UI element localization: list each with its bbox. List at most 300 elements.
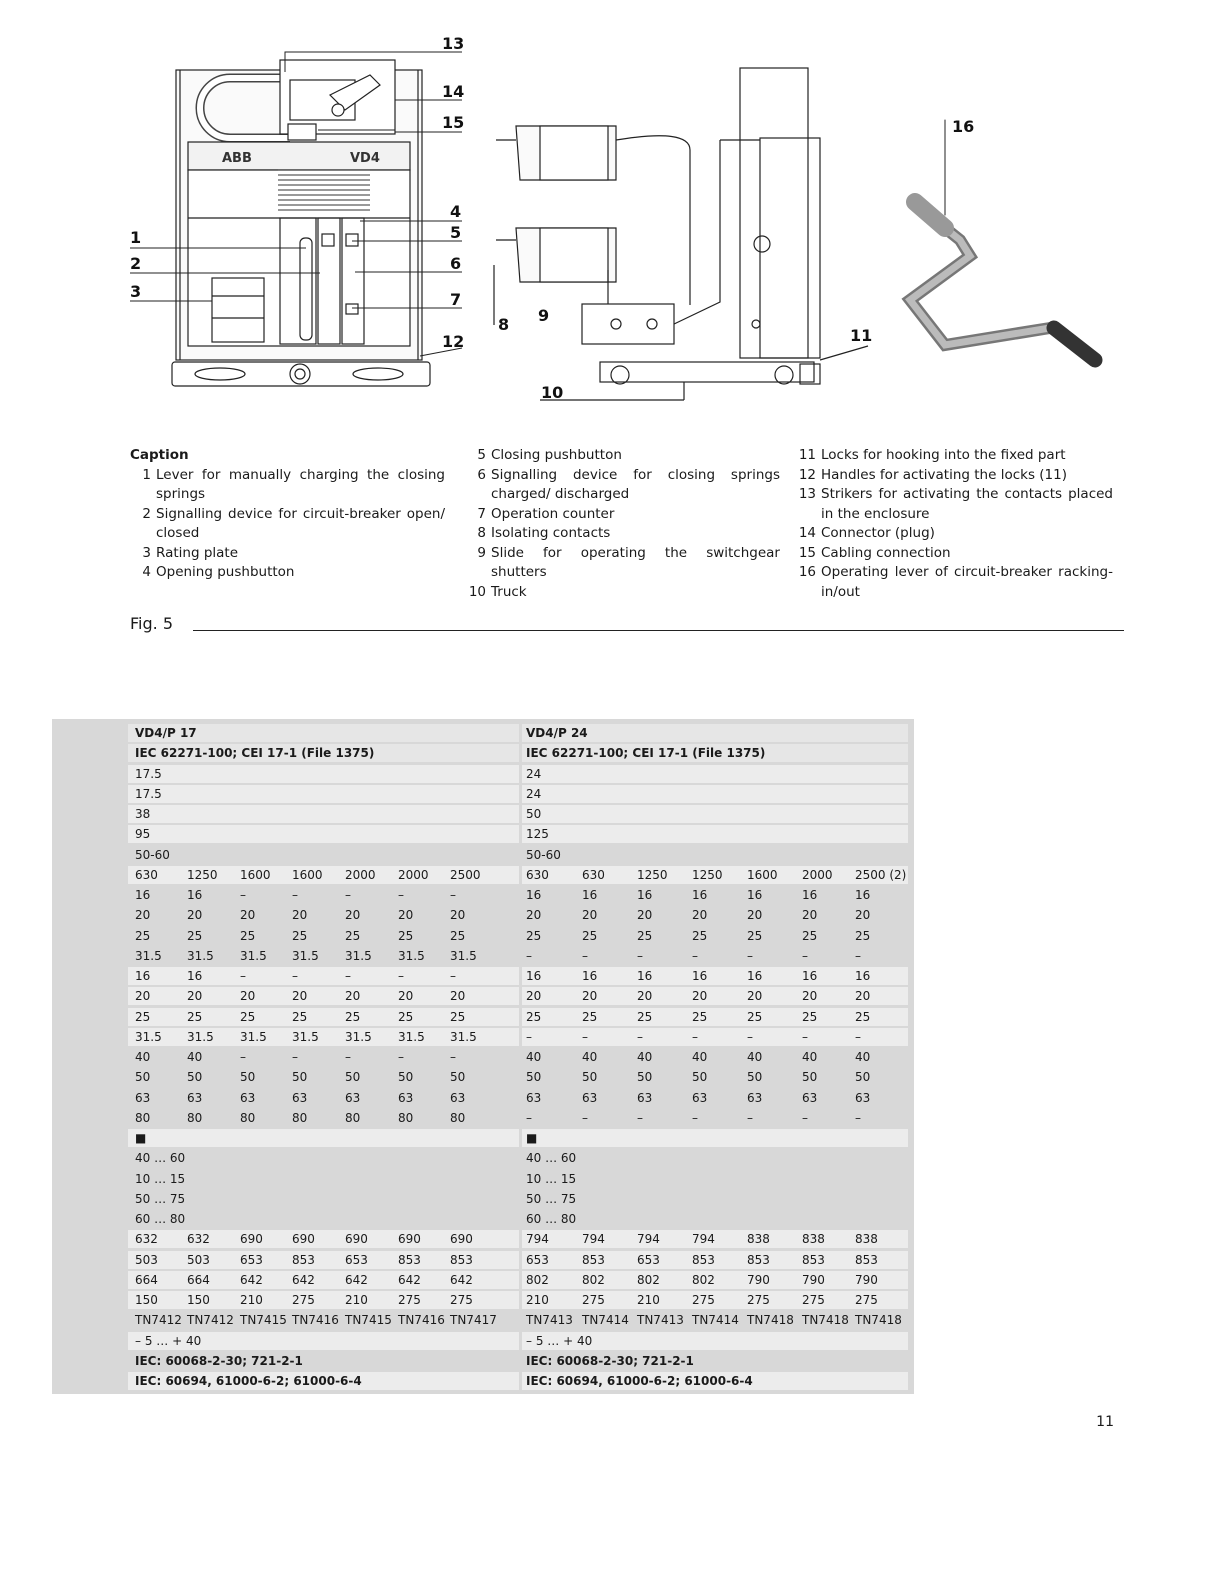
table-cell: 31.5 <box>292 948 319 963</box>
callout-6: 6 <box>450 254 462 273</box>
table-cell: 20 <box>802 908 818 923</box>
table-cell: TN7412 <box>187 1313 234 1328</box>
table-cell: 1250 <box>187 867 218 882</box>
table-cell: – 5 … + 40 <box>135 1333 202 1348</box>
row-label-cell <box>52 723 124 743</box>
table-cell: 690 <box>345 1232 368 1247</box>
group-left <box>128 785 519 803</box>
table-cell: 40 <box>692 1050 708 1064</box>
table-cell: – <box>802 1029 808 1044</box>
table-cell: TN7418 <box>855 1313 902 1328</box>
table-cell: 853 <box>582 1252 605 1267</box>
table-cell: 150 <box>135 1293 158 1307</box>
callout-11: 11 <box>850 326 873 345</box>
row-label-cell <box>52 1088 124 1108</box>
table-cell: 40 <box>526 1050 542 1064</box>
table-row <box>52 986 914 1006</box>
caption-item-text: Operating lever of circuit-breaker racking-in/out <box>821 564 1113 600</box>
row-label-cell <box>52 1128 124 1148</box>
table-cell: 25 <box>582 928 598 943</box>
table-cell: 690 <box>292 1232 315 1247</box>
table-cell: 80 <box>398 1110 414 1125</box>
table-cell: 31.5 <box>450 1029 477 1044</box>
table-cell: 31.5 <box>398 948 425 963</box>
table-cell: TN7412 <box>135 1313 182 1328</box>
table-cell: 125 <box>526 827 549 842</box>
table-cell: 2500 <box>450 867 481 882</box>
table-cell: – <box>855 1029 861 1044</box>
table-cell: 690 <box>450 1232 473 1247</box>
table-cell: 50 <box>135 1070 151 1085</box>
table-cell: 63 <box>292 1090 308 1105</box>
group-left <box>128 846 519 864</box>
caption-item-number: 5 <box>477 447 486 463</box>
table-cell: 31.5 <box>345 1029 372 1044</box>
caption-item-number: 2 <box>142 505 151 522</box>
group-right <box>522 1048 908 1066</box>
caption-item-number: 7 <box>477 505 486 522</box>
table-cell: 275 <box>692 1293 715 1307</box>
table-cell: 25 <box>240 1009 256 1024</box>
table-cell: 16 <box>802 969 818 983</box>
table-cell: 80 <box>135 1110 151 1125</box>
table-row <box>52 1189 914 1209</box>
caption-item-number: 4 <box>142 564 151 580</box>
table-cell: – <box>345 969 351 983</box>
table-row <box>52 966 914 986</box>
table-row <box>52 764 914 784</box>
caption-item <box>465 524 780 544</box>
callout-16: 16 <box>952 117 975 136</box>
table-cell: – <box>637 948 643 963</box>
table-cell: 25 <box>398 928 414 943</box>
table-cell: 80 <box>345 1110 361 1125</box>
table-cell: 853 <box>398 1252 421 1267</box>
table-cell: 25 <box>802 1009 818 1024</box>
table-cell: 24 <box>526 766 542 781</box>
table-row <box>52 1371 914 1391</box>
table-cell: – <box>526 1029 532 1044</box>
group-right <box>522 1210 908 1228</box>
table-cell: 50 <box>345 1070 361 1085</box>
table-cell: 642 <box>292 1272 315 1287</box>
row-label-cell <box>52 1108 124 1128</box>
table-row <box>52 1310 914 1330</box>
table-cell: 1600 <box>292 867 323 882</box>
table-cell: 632 <box>135 1232 158 1247</box>
table-cell: 50 … 75 <box>526 1191 577 1206</box>
figure-label: Fig. 5 <box>130 614 173 633</box>
caption-item <box>465 466 780 505</box>
table-cell: – <box>398 1050 404 1064</box>
table-cell: 25 <box>802 928 818 943</box>
table-cell: 503 <box>135 1252 158 1267</box>
table-cell: 16 <box>692 888 708 902</box>
caption-item <box>130 505 445 544</box>
table-cell: 642 <box>398 1272 421 1287</box>
table-cell: 25 <box>582 1009 598 1024</box>
table-cell: 2000 <box>345 867 376 882</box>
group-left <box>128 1190 519 1208</box>
table-cell: 20 <box>240 908 256 923</box>
table-row <box>52 865 914 885</box>
caption-item-text: Closing pushbutton <box>491 447 622 463</box>
table-cell: 31.5 <box>240 948 267 963</box>
table-cell: 25 <box>692 1009 708 1024</box>
table-cell: 630 <box>135 867 158 882</box>
callout-7: 7 <box>450 290 462 309</box>
table-cell: ■ <box>135 1131 147 1145</box>
table-cell: 25 <box>135 928 151 943</box>
table-cell: VD4/P 17 <box>135 726 197 740</box>
row-label-cell <box>52 1007 124 1027</box>
caption-item-text: Signalling device for closing springs charged/ discharged <box>491 466 780 502</box>
table-cell: – <box>345 888 351 902</box>
page-number: 11 <box>1096 1414 1114 1430</box>
table-cell: 20 <box>398 989 414 1004</box>
table-cell: 20 <box>450 908 466 923</box>
table-cell: 50 <box>747 1070 763 1085</box>
table-cell: 63 <box>187 1090 203 1105</box>
figure-rule <box>193 630 1124 631</box>
table-row <box>52 1027 914 1047</box>
table-cell: – <box>292 1050 298 1064</box>
table-cell: 80 <box>450 1110 466 1125</box>
table-cell: 50 <box>398 1070 414 1085</box>
table-row <box>52 824 914 844</box>
table-cell: 20 <box>637 989 653 1004</box>
row-label-cell <box>52 1189 124 1209</box>
caption-item-number: 8 <box>477 525 486 541</box>
table-cell: 25 <box>747 1009 763 1024</box>
table-cell: 25 <box>526 1009 542 1024</box>
table-row <box>52 1007 914 1027</box>
table-cell: 275 <box>398 1293 421 1307</box>
row-label-cell <box>52 1290 124 1310</box>
group-left <box>128 1149 519 1167</box>
table-cell: 31.5 <box>135 948 162 963</box>
group-left <box>128 1210 519 1228</box>
table-cell: TN7415 <box>345 1313 392 1328</box>
table-row <box>52 784 914 804</box>
table-cell: IEC: 60068-2-30; 721-2-1 <box>135 1353 303 1368</box>
caption-item <box>465 446 780 466</box>
caption-item <box>130 563 445 583</box>
table-cell: 63 <box>582 1090 598 1105</box>
table-cell: 50 <box>450 1070 466 1085</box>
table-cell: 25 <box>345 928 361 943</box>
table-cell: – <box>292 969 298 983</box>
table-cell: 790 <box>855 1272 878 1287</box>
table-cell: 802 <box>582 1272 605 1287</box>
racking-lever <box>910 120 1095 360</box>
caption-title: Caption <box>130 447 189 463</box>
row-label-cell <box>52 845 124 865</box>
table-cell: 853 <box>692 1252 715 1267</box>
table-row <box>52 1209 914 1229</box>
table-cell: – <box>345 1050 351 1064</box>
table-cell: 642 <box>450 1272 473 1287</box>
table-cell: – 5 … + 40 <box>526 1333 593 1348</box>
table-cell: TN7415 <box>240 1313 287 1328</box>
table-cell: – <box>582 1110 588 1125</box>
table-cell: 2000 <box>398 867 429 882</box>
caption-item-number: 9 <box>477 544 486 561</box>
row-label-cell <box>52 1067 124 1087</box>
table-cell: 20 <box>135 908 151 923</box>
table-cell: 63 <box>855 1090 871 1105</box>
table-cell: 80 <box>292 1110 308 1125</box>
table-cell: 17.5 <box>135 786 162 801</box>
table-cell: – <box>747 1110 753 1125</box>
group-right <box>522 947 908 965</box>
table-cell: 1600 <box>747 867 778 882</box>
callout-10: 10 <box>541 383 564 402</box>
callout-3: 3 <box>130 282 142 301</box>
table-cell: 210 <box>345 1293 368 1307</box>
table-cell: 40 <box>187 1050 203 1064</box>
table-cell: 40 … 60 <box>526 1151 577 1166</box>
table-cell: – <box>692 1029 698 1044</box>
table-cell: ■ <box>526 1131 538 1145</box>
caption-item-number: 1 <box>142 466 151 483</box>
group-right <box>522 1008 908 1026</box>
table-cell: 50-60 <box>135 847 170 862</box>
caption-item-number: 11 <box>798 447 816 463</box>
group-right <box>522 805 908 823</box>
callout-5: 5 <box>450 223 462 242</box>
table-row <box>52 946 914 966</box>
table-cell: 25 <box>855 1009 871 1024</box>
callout-1: 1 <box>130 228 142 247</box>
callout-14: 14 <box>442 82 465 101</box>
table-cell: TN7414 <box>692 1313 739 1328</box>
table-cell: 63 <box>747 1090 763 1105</box>
table-cell: – <box>582 948 588 963</box>
table-cell: 20 <box>187 989 203 1004</box>
table-row <box>52 1250 914 1270</box>
caption-item-text: Cabling connection <box>821 544 951 561</box>
table-cell: – <box>692 1110 698 1125</box>
table-cell: 38 <box>135 807 151 821</box>
callout-2: 2 <box>130 254 142 273</box>
table-cell: 25 <box>187 928 203 943</box>
table-cell: 16 <box>187 888 203 902</box>
table-cell: 16 <box>747 969 763 983</box>
table-cell: 630 <box>526 867 549 882</box>
table-cell: 16 <box>855 969 871 983</box>
group-right <box>522 886 908 904</box>
table-cell: 853 <box>855 1252 878 1267</box>
table-row <box>52 804 914 824</box>
table-cell: – <box>450 888 456 902</box>
table-cell: 20 <box>692 908 708 923</box>
table-cell: 50 <box>582 1070 598 1085</box>
table-cell: 25 <box>526 928 542 943</box>
table-cell: 60 … 80 <box>526 1212 577 1226</box>
table-row <box>52 743 914 763</box>
caption-list-3 <box>795 446 1113 602</box>
table-cell: 40 <box>802 1050 818 1064</box>
table-cell: 20 <box>292 989 308 1004</box>
table-cell: 275 <box>855 1293 878 1307</box>
row-label-cell <box>52 905 124 925</box>
row-label-cell <box>52 966 124 986</box>
table-cell: 2500 (2) <box>855 867 907 882</box>
table-cell: 25 <box>398 1009 414 1024</box>
caption-item <box>130 544 445 564</box>
row-label-cell <box>52 865 124 885</box>
brand-label: ABB <box>222 151 252 166</box>
row-label-cell <box>52 1209 124 1229</box>
group-right <box>522 1149 908 1167</box>
callout-15: 15 <box>442 113 465 132</box>
table-cell: 853 <box>292 1252 315 1267</box>
figure-drawings <box>0 0 1220 420</box>
caption-item-number: 13 <box>798 486 816 502</box>
table-cell: 642 <box>240 1272 263 1287</box>
table-cell: 20 <box>292 908 308 923</box>
table-cell: 1250 <box>637 867 668 882</box>
caption-item-text: Lever for manually charging the closing springs <box>156 466 445 502</box>
table-row <box>52 1108 914 1128</box>
row-label-cell <box>52 1229 124 1249</box>
table-cell: TN7413 <box>637 1313 684 1328</box>
table-cell: 653 <box>240 1252 263 1267</box>
table-cell: 20 <box>450 989 466 1004</box>
caption-item <box>795 446 1113 466</box>
table-row <box>52 1128 914 1148</box>
table-cell: 20 <box>135 989 151 1004</box>
table-cell: 25 <box>692 928 708 943</box>
table-cell: – <box>398 969 404 983</box>
table-row <box>52 1047 914 1067</box>
table-cell: 95 <box>135 827 151 842</box>
table-cell: – <box>450 969 456 983</box>
table-cell: 31.5 <box>450 948 477 963</box>
table-cell: 275 <box>582 1293 605 1307</box>
table-cell: 63 <box>240 1090 256 1105</box>
caption-column-1 <box>130 446 445 583</box>
group-right <box>522 1068 908 1086</box>
group-right <box>522 927 908 945</box>
caption-item <box>465 583 780 603</box>
callout-12: 12 <box>442 332 465 351</box>
group-right <box>522 1271 908 1289</box>
callout-4: 4 <box>450 202 462 221</box>
table-cell: 16 <box>187 969 203 983</box>
group-right <box>522 987 908 1005</box>
table-row <box>52 1229 914 1249</box>
callout-9: 9 <box>538 306 550 325</box>
table-cell: 20 <box>526 989 542 1004</box>
row-label-cell <box>52 804 124 824</box>
table-cell: 790 <box>802 1272 825 1287</box>
table-row <box>52 905 914 925</box>
group-left <box>128 1129 519 1147</box>
table-row <box>52 1169 914 1189</box>
table-row <box>52 1351 914 1371</box>
table-cell: 20 <box>637 908 653 923</box>
table-cell: 63 <box>345 1090 361 1105</box>
table-cell: 40 <box>637 1050 653 1064</box>
row-label-cell <box>52 1371 124 1391</box>
table-cell: 275 <box>747 1293 770 1307</box>
table-cell: 50 <box>240 1070 256 1085</box>
table-cell: 16 <box>637 969 653 983</box>
group-right <box>522 1109 908 1127</box>
row-label-cell <box>52 1351 124 1371</box>
table-cell: 24 <box>526 786 542 801</box>
table-row <box>52 1067 914 1087</box>
table-cell: 16 <box>637 888 653 902</box>
table-cell: 40 <box>855 1050 871 1064</box>
caption-list-2 <box>465 446 780 602</box>
table-cell: – <box>240 969 246 983</box>
table-cell: 16 <box>692 969 708 983</box>
table-cell: 10 … 15 <box>526 1171 577 1186</box>
row-label-cell <box>52 824 124 844</box>
table-cell: 20 <box>747 908 763 923</box>
caption-item-text: Isolating contacts <box>491 525 611 541</box>
callout-13: 13 <box>442 34 465 53</box>
table-cell: 17.5 <box>135 766 162 781</box>
table-cell: 50 <box>526 807 542 821</box>
table-cell: TN7416 <box>292 1313 339 1328</box>
caption-item <box>465 505 780 525</box>
table-row <box>52 1290 914 1310</box>
table-cell: 31.5 <box>292 1029 319 1044</box>
table-cell: 664 <box>135 1272 158 1287</box>
caption-item-number: 12 <box>798 466 816 483</box>
table-cell: 63 <box>802 1090 818 1105</box>
group-left <box>128 825 519 843</box>
row-label-cell <box>52 946 124 966</box>
table-cell: 794 <box>526 1232 549 1247</box>
table-cell: 802 <box>526 1272 549 1287</box>
table-cell: – <box>802 1110 808 1125</box>
caption-item-number: 14 <box>798 525 816 541</box>
row-label-cell <box>52 764 124 784</box>
table-cell: – <box>240 1050 246 1064</box>
caption-item-number: 15 <box>798 544 816 561</box>
caption-item <box>795 485 1113 524</box>
table-cell: 503 <box>187 1252 210 1267</box>
breaker-side-view <box>494 68 868 400</box>
table-cell: – <box>802 948 808 963</box>
table-cell: 25 <box>345 1009 361 1024</box>
group-left <box>128 765 519 783</box>
table-cell: – <box>747 1029 753 1044</box>
row-label-cell <box>52 1027 124 1047</box>
table-cell: 790 <box>747 1272 770 1287</box>
table-cell: 275 <box>292 1293 315 1307</box>
table-cell: 40 <box>135 1050 151 1064</box>
caption-item <box>795 524 1113 544</box>
table-cell: 40 <box>747 1050 763 1064</box>
table-row <box>52 1270 914 1290</box>
table-cell: 690 <box>240 1232 263 1247</box>
table-cell: – <box>398 888 404 902</box>
table-cell: 210 <box>637 1293 660 1307</box>
table-cell: 653 <box>345 1252 368 1267</box>
table-cell: 794 <box>637 1232 660 1247</box>
table-cell: 210 <box>240 1293 263 1307</box>
table-cell: 838 <box>855 1232 878 1247</box>
table-cell: IEC 62271-100; CEI 17-1 (File 1375) <box>135 746 375 761</box>
table-cell: 664 <box>187 1272 210 1287</box>
table-cell: 50 <box>637 1070 653 1085</box>
